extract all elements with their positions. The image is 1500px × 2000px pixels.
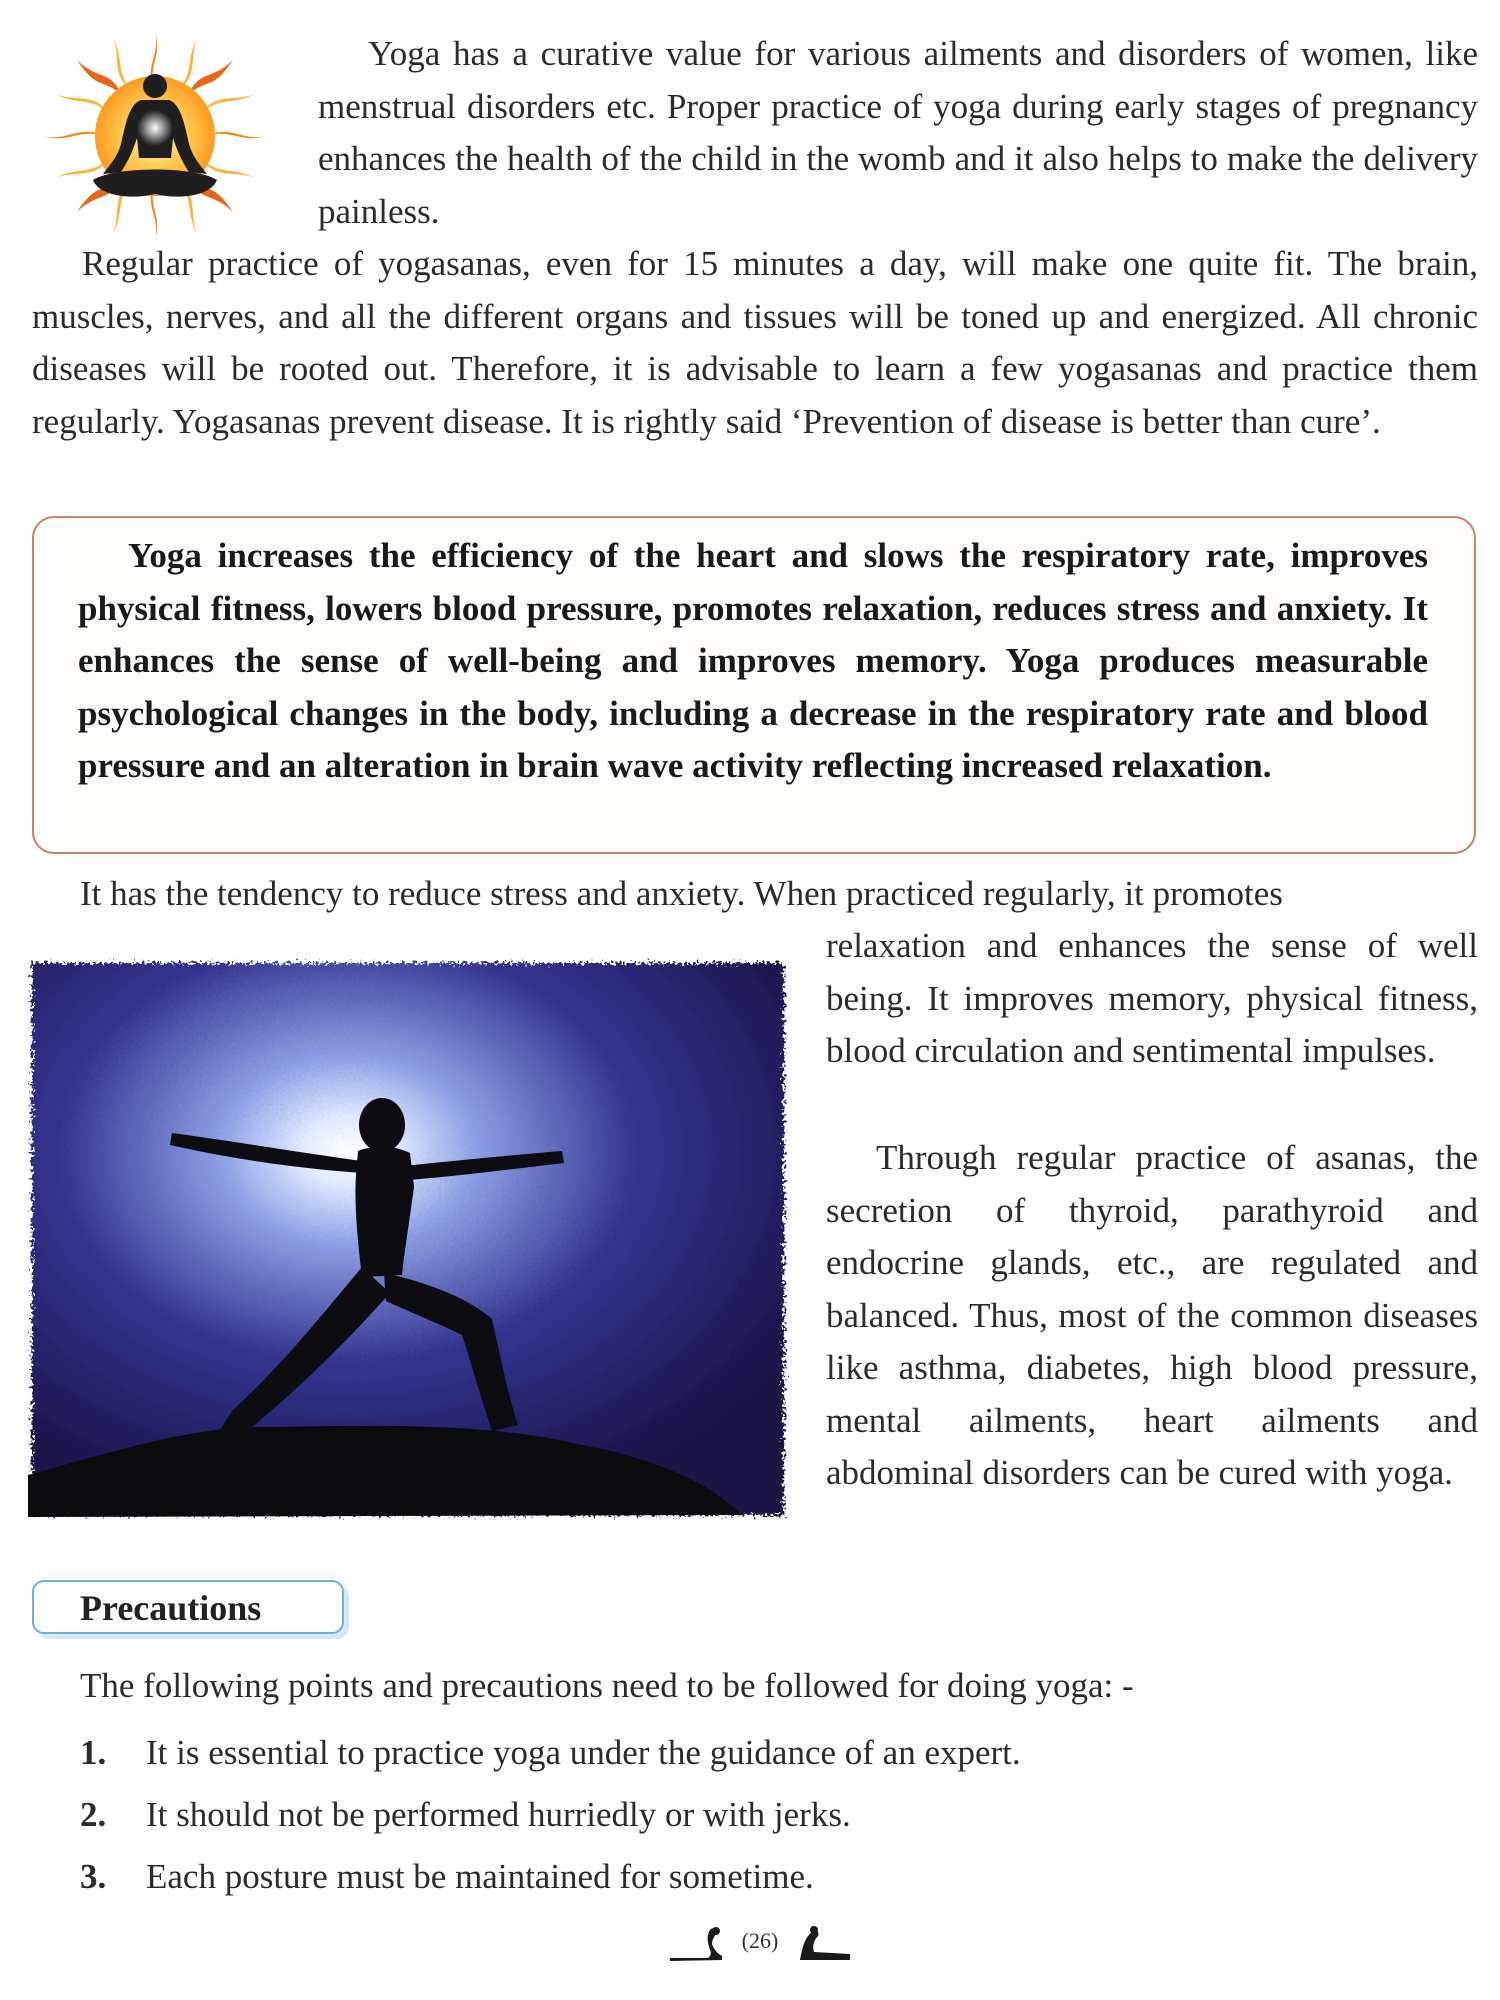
warrior-pose-photo	[22, 955, 794, 1525]
precaution-text: It is essential to practice yoga under the guidance of an expert.	[146, 1733, 1021, 1772]
page-number: (26)	[741, 1928, 779, 1953]
precaution-item	[80, 1722, 1480, 1784]
precaution-text: Each posture must be maintained for sometime.	[146, 1857, 814, 1896]
precaution-item	[80, 1784, 1480, 1846]
page-footer	[660, 1918, 860, 1970]
precautions-heading-tab	[32, 1580, 344, 1634]
precautions-list	[80, 1722, 1480, 1908]
highlight-box	[32, 516, 1476, 854]
precaution-number: 3.	[80, 1857, 107, 1896]
precaution-item	[80, 1846, 1480, 1908]
precautions-intro: The following points and precautions need to be followed for doing yoga: -	[80, 1666, 1134, 1705]
yoga-pose-right-icon	[794, 1924, 854, 1964]
yoga-pose-left-icon	[666, 1924, 726, 1964]
paragraph-regular-practice: Regular practice of yogasanas, even for 15 minutes a day, will make one quite fit. The brain, muscles, nerves, and all the different organs and tissues will be toned up and energized. All chronic diseases will be rooted out. Therefore, it is advisable to learn a few yogasanas and practice them regularly. Yogasanas prevent disease. It is rightly said ‘Prevention of disease is better than cure’.	[32, 244, 1478, 441]
meditating-sun-icon	[35, 28, 275, 248]
paragraph-relaxation: relaxation and enhances the sense of well being. It improves memory, physical fitness, blood circulation and sentimental impulses.	[826, 926, 1478, 1070]
precautions-title: Precautions	[80, 1588, 262, 1628]
precaution-text: It should not be performed hurriedly or with jerks.	[146, 1795, 851, 1834]
highlight-box-text: Yoga increases the efficiency of the heart and slows the respiratory rate, improves physical fitness, lowers blood pressure, promotes relaxation, reduces stress and anxiety. It enhances the sense of well-being and improves memory. Yoga produces measurable psychological changes in the body, including a decrease in the respiratory rate and blood pressure and an alteration in brain wave activity reflecting increased relaxation.	[78, 536, 1428, 785]
precaution-number: 2.	[80, 1795, 107, 1834]
precaution-number: 1.	[80, 1733, 107, 1772]
paragraph-asanas-glands: Through regular practice of asanas, the secretion of thyroid, parathyroid and endocrine glands, etc., are regulated and balanced. Thus, most of the common diseases like asthma, diabetes, high blood pressure, mental ailments, heart ailments and abdominal disorders can be cured with yoga.	[826, 1138, 1478, 1492]
paragraph-stress-line: It has the tendency to reduce stress and anxiety. When practiced regularly, it promotes	[80, 874, 1283, 913]
paragraph-curative-value: Yoga has a curative value for various ailments and disorders of women, like menstrual disorders etc. Proper practice of yoga during early stages of pregnancy enhances the health of the child in the womb and it also helps to make the delivery painless.	[318, 34, 1478, 231]
